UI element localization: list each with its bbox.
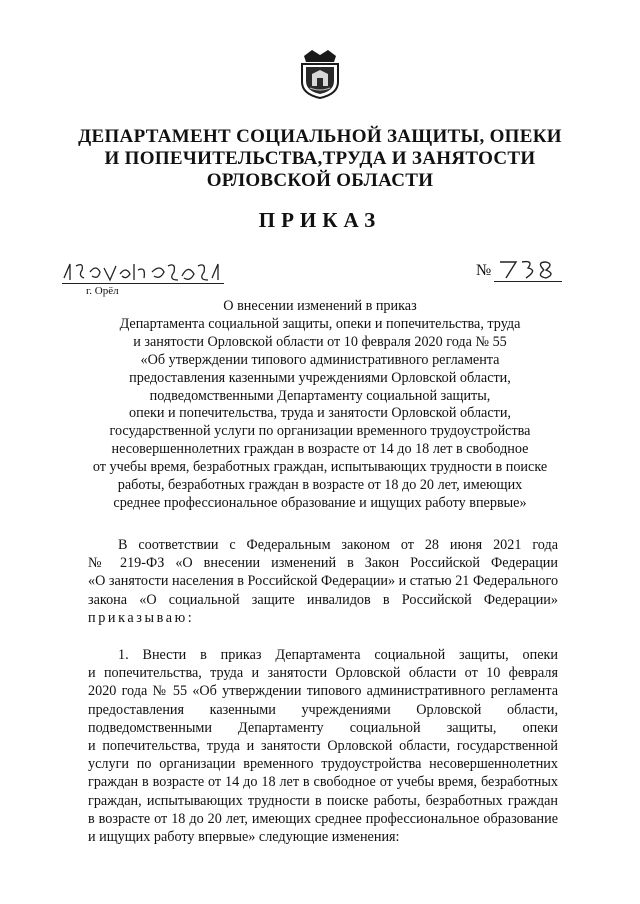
subject-line: О внесении изменений в приказ bbox=[223, 298, 417, 314]
paragraph-line: № 219-ФЗ «О внесении изменений в Закон Российской Федерации bbox=[88, 555, 558, 572]
paragraph-line: в возрасте от 18 до 20 лет, имеющих среднее профессиональное образование bbox=[88, 810, 558, 827]
department-title-line: ОРЛОВСКОЙ ОБЛАСТИ bbox=[206, 170, 434, 191]
paragraph-line: 2020 года № 55 «Об утверждении типового административного регламента bbox=[88, 683, 558, 700]
document-type-heading: ПРИКАЗ bbox=[258, 208, 382, 232]
subject-line: от учебы время, безработных граждан, испытывающих трудности в поиске bbox=[92, 459, 548, 476]
handwritten-number bbox=[494, 256, 564, 282]
paragraph-line: «О занятости населения в Российской Федерации» и статью 21 Федерального bbox=[88, 573, 559, 590]
subject-line: Департамента социальной защиты, опеки и попечительства, труда bbox=[119, 315, 521, 332]
number-label: № bbox=[476, 262, 492, 279]
paragraph-line: закона «О социальной защите инвалидов в Российской Федерации» bbox=[88, 591, 558, 608]
paragraph-line: и попечительства, труда и занятости Орловской области, государственной bbox=[88, 738, 558, 755]
paragraph-line: 1. Внести в приказ Департамента социальной защиты, опеки bbox=[118, 647, 558, 663]
department-title-line: ДЕПАРТАМЕНТ СОЦИАЛЬНОЙ ЗАЩИТЫ, ОПЕКИ bbox=[78, 126, 562, 147]
subject-line: государственной услуги по организации временного трудоустройства bbox=[109, 423, 531, 440]
oryol-coat-of-arms-icon bbox=[298, 48, 342, 100]
department-title bbox=[60, 126, 580, 192]
subject-line: опеки и попечительства, труда и занятости Орловской области, bbox=[129, 405, 511, 422]
handwritten-date bbox=[60, 258, 230, 284]
paragraph-line: приказываю: bbox=[88, 609, 195, 626]
paragraph-line: предоставления казенными учреждениями Орловской области, bbox=[88, 701, 558, 718]
paragraph-line: граждан в возрасте от 14 до 18 лет в свободное от учебы время, безработных bbox=[88, 774, 558, 791]
paragraph-line: и попечительства, труда и занятости Орловской области от 10 февраля bbox=[88, 665, 558, 682]
date-underline bbox=[62, 283, 224, 284]
subject-line: «Об утверждении типового административного регламента bbox=[140, 351, 500, 368]
city-label: г. Орёл bbox=[86, 285, 119, 297]
subject-line: работы, безработных граждан в возрасте от 18 до 20 лет, имеющих bbox=[117, 477, 523, 494]
paragraph-line: и ищущих работу впервые» следующие изменения: bbox=[88, 829, 400, 846]
subject-line: несовершеннолетних граждан в возрасте от 14 до 18 лет в свободное bbox=[111, 441, 529, 458]
subject-line: среднее профессиональное образование и ищущих работу впервые» bbox=[113, 494, 527, 511]
preamble-paragraph bbox=[88, 536, 558, 627]
subject-line: подведомственными Департаменту социальной защиты, bbox=[149, 387, 491, 404]
paragraph-line: В соответствии с Федеральным законом от 28 июня 2021 года bbox=[118, 537, 558, 553]
number-underline bbox=[494, 281, 562, 282]
item-1-paragraph bbox=[88, 646, 558, 846]
order-subject bbox=[80, 298, 560, 513]
department-title-line: И ПОПЕЧИТЕЛЬСТВА,ТРУДА И ЗАНЯТОСТИ bbox=[104, 148, 536, 169]
paragraph-line: подведомственными Департаменту социальной защиты, опеки bbox=[88, 719, 558, 736]
paragraph-line: услуги по организации временного трудоустройства несовершеннолетних bbox=[88, 756, 558, 773]
paragraph-line: граждан, испытывающих трудности в поиске работы, безработных граждан bbox=[88, 792, 558, 809]
subject-line: и занятости Орловской области от 10 февраля 2020 года № 55 bbox=[133, 333, 507, 350]
subject-line: предоставления казенными учреждениями Орловской области, bbox=[129, 369, 511, 386]
